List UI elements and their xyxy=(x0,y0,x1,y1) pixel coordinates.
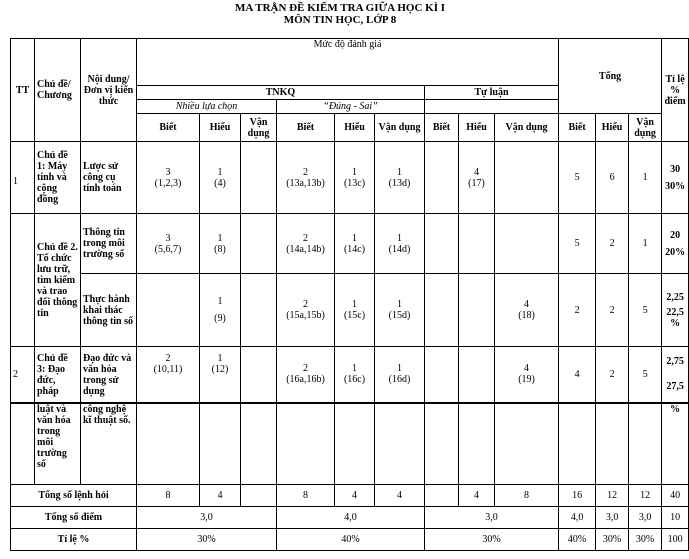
cell-ds-vd: 1 (16d) xyxy=(375,347,425,403)
cont-noi-dung: công nghệ kĩ thuật số. xyxy=(81,403,137,485)
header-tu-luan: Tự luận xyxy=(425,86,559,100)
cell-ti-le: 2,75 27,5 xyxy=(662,347,689,403)
document-subtitle: MÔN TIN HỌC, LỚP 8 xyxy=(283,14,397,26)
document-title: MA TRẬN ĐỀ KIỂM TRA GIỮA HỌC KÌ I xyxy=(234,2,446,14)
cell-mc-biet: 3 (5,6,7) xyxy=(137,214,200,274)
summary-row-diem: Tổng số điểm 3,0 4,0 3,0 4,0 3,0 3,0 10 xyxy=(11,507,689,529)
summary-row-tile: Tỉ lệ % 30% 40% 30% 40% 30% 30% 100 xyxy=(11,529,689,551)
cell-tl-vd: 4 (19) xyxy=(495,347,559,403)
cont-chu-de: luật và văn hóa trong môi trường số xyxy=(35,403,81,485)
header-noi-dung: Nội dung/Đơn vị kiến thức xyxy=(81,39,137,142)
row-noi-dung: Đạo đức và văn hóa trong sử dụng xyxy=(81,347,137,403)
header-ds-van-dung: Vận dụng xyxy=(375,114,425,142)
row-noi-dung: Thông tin trong môi trường số xyxy=(81,214,137,274)
cell-ds-biet: 2 (14a,14b) xyxy=(277,214,335,274)
cell-tong-hieu: 2 xyxy=(596,214,629,274)
cell-tl-hieu xyxy=(459,214,495,274)
row-tt: 2 xyxy=(11,347,35,403)
header-tnkq: TNKQ xyxy=(137,86,425,100)
header-tu-luan-blank xyxy=(425,100,559,114)
cell-tl-biet xyxy=(425,274,459,347)
cell-ds-hieu: 1 (16c) xyxy=(335,347,375,403)
summary-diem-label: Tổng số điểm xyxy=(11,507,137,529)
cell-mc-hieu: 1 (12) xyxy=(200,347,241,403)
cell-tl-vd xyxy=(495,214,559,274)
cell-tong-hieu: 6 xyxy=(596,142,629,214)
table-row xyxy=(11,142,689,214)
header-ds-biet: Biết xyxy=(277,114,335,142)
row-chu-de: Chủ đề 2. Tổ chức lưu trữ, tìm kiếm và trao đổi thông tin xyxy=(35,214,81,347)
row-tt: 1 xyxy=(11,142,35,214)
cell-ti-le: 2,25 22,5 % xyxy=(662,274,689,347)
cell-tong-biet: 5 xyxy=(559,142,596,214)
row-tt xyxy=(11,214,35,347)
header-tl-van-dung: Vận dụng xyxy=(495,114,559,142)
cell-tl-vd: 4 (18) xyxy=(495,274,559,347)
row-chu-de: Chủ đề 3: Đạo đức, pháp xyxy=(35,347,81,403)
table-row xyxy=(11,274,689,347)
cell-ds-vd: 1 (15d) xyxy=(375,274,425,347)
cell-mc-hieu: 1 (4) xyxy=(200,142,241,214)
cell-tl-biet xyxy=(425,347,459,403)
header-tl-hieu: Hiểu xyxy=(459,114,495,142)
cell-tong-biet: 4 xyxy=(559,347,596,403)
cell-ds-hieu: 1 (14c) xyxy=(335,214,375,274)
header-tong-biet: Biết xyxy=(559,114,596,142)
header-tong-van-dung: Vận dụng xyxy=(629,114,662,142)
cont-ti-le: % xyxy=(662,403,689,485)
cell-tong-hieu: 2 xyxy=(596,274,629,347)
cell-tl-vd xyxy=(495,142,559,214)
cell-mc-hieu: 1 (9) xyxy=(200,274,241,347)
cell-mc-hieu: 1 (8) xyxy=(200,214,241,274)
cell-mc-vd xyxy=(241,142,277,214)
cell-mc-biet: 2 (10,11) xyxy=(137,347,200,403)
cell-tl-hieu xyxy=(459,274,495,347)
cell-ds-biet: 2 (16a,16b) xyxy=(277,347,335,403)
header-muc-do: Mức độ đánh giá xyxy=(137,39,559,86)
cell-ds-biet: 2 (13a,13b) xyxy=(277,142,335,214)
header-mc-van-dung: Vận dụng xyxy=(241,114,277,142)
header-mc-biet: Biết xyxy=(137,114,200,142)
row-noi-dung: Thực hành khai thác thông tin số xyxy=(81,274,137,347)
cell-tl-hieu xyxy=(459,347,495,403)
header-tl-biet: Biết xyxy=(425,114,459,142)
cell-ti-le: 30 30% xyxy=(662,142,689,214)
cell-tong-vd: 1 xyxy=(629,142,662,214)
cell-tong-vd: 5 xyxy=(629,274,662,347)
cell-mc-vd xyxy=(241,274,277,347)
header-tt: TT xyxy=(11,39,35,142)
cell-tong-hieu: 2 xyxy=(596,347,629,403)
cell-ds-biet: 2 (15a,15b) xyxy=(277,274,335,347)
cell-tong-vd: 5 xyxy=(629,347,662,403)
header-tong: Tổng xyxy=(559,39,662,114)
header-ti-le: Tỉ lệ % điểm xyxy=(662,39,689,142)
header-chu-de: Chủ đề/ Chương xyxy=(35,39,81,142)
row-noi-dung: Lược sử công cụ tính toán xyxy=(81,142,137,214)
header-nhieu-lua-chon: Nhiều lựa chọn xyxy=(137,100,277,114)
header-mc-hieu: Hiểu xyxy=(200,114,241,142)
cell-tl-biet xyxy=(425,214,459,274)
cell-ds-vd: 1 (14d) xyxy=(375,214,425,274)
summary-cau-label: Tổng số lệnh hỏi xyxy=(11,485,137,507)
table-row xyxy=(11,347,689,403)
header-ds-hieu: Hiểu xyxy=(335,114,375,142)
row-chu-de: Chủ đề 1: Máy tính và cộng đồng xyxy=(35,142,81,214)
summary-row-cau: Tổng số lệnh hỏi 8 4 8 4 4 4 8 16 12 12 40 xyxy=(11,485,689,507)
summary-tile-label: Tỉ lệ % xyxy=(11,529,137,551)
assessment-matrix-table xyxy=(10,38,689,551)
cell-mc-biet: 3 (1,2,3) xyxy=(137,142,200,214)
header-dung-sai: “Đúng - Sai” xyxy=(277,100,425,114)
table-row xyxy=(11,214,689,274)
table-row-continued xyxy=(11,403,689,485)
cell-ds-vd: 1 (13d) xyxy=(375,142,425,214)
header-tong-hieu: Hiểu xyxy=(596,114,629,142)
cell-ti-le: 20 20% xyxy=(662,214,689,274)
cell-tl-biet xyxy=(425,142,459,214)
cell-tong-vd: 1 xyxy=(629,214,662,274)
cell-ds-hieu: 1 (13c) xyxy=(335,142,375,214)
cell-mc-vd xyxy=(241,347,277,403)
cell-mc-biet xyxy=(137,274,200,347)
cont-tt xyxy=(11,403,35,485)
cell-ds-hieu: 1 (15c) xyxy=(335,274,375,347)
cell-tong-biet: 2 xyxy=(559,274,596,347)
cell-tl-hieu: 4 (17) xyxy=(459,142,495,214)
cell-tong-biet: 5 xyxy=(559,214,596,274)
cell-mc-vd xyxy=(241,214,277,274)
